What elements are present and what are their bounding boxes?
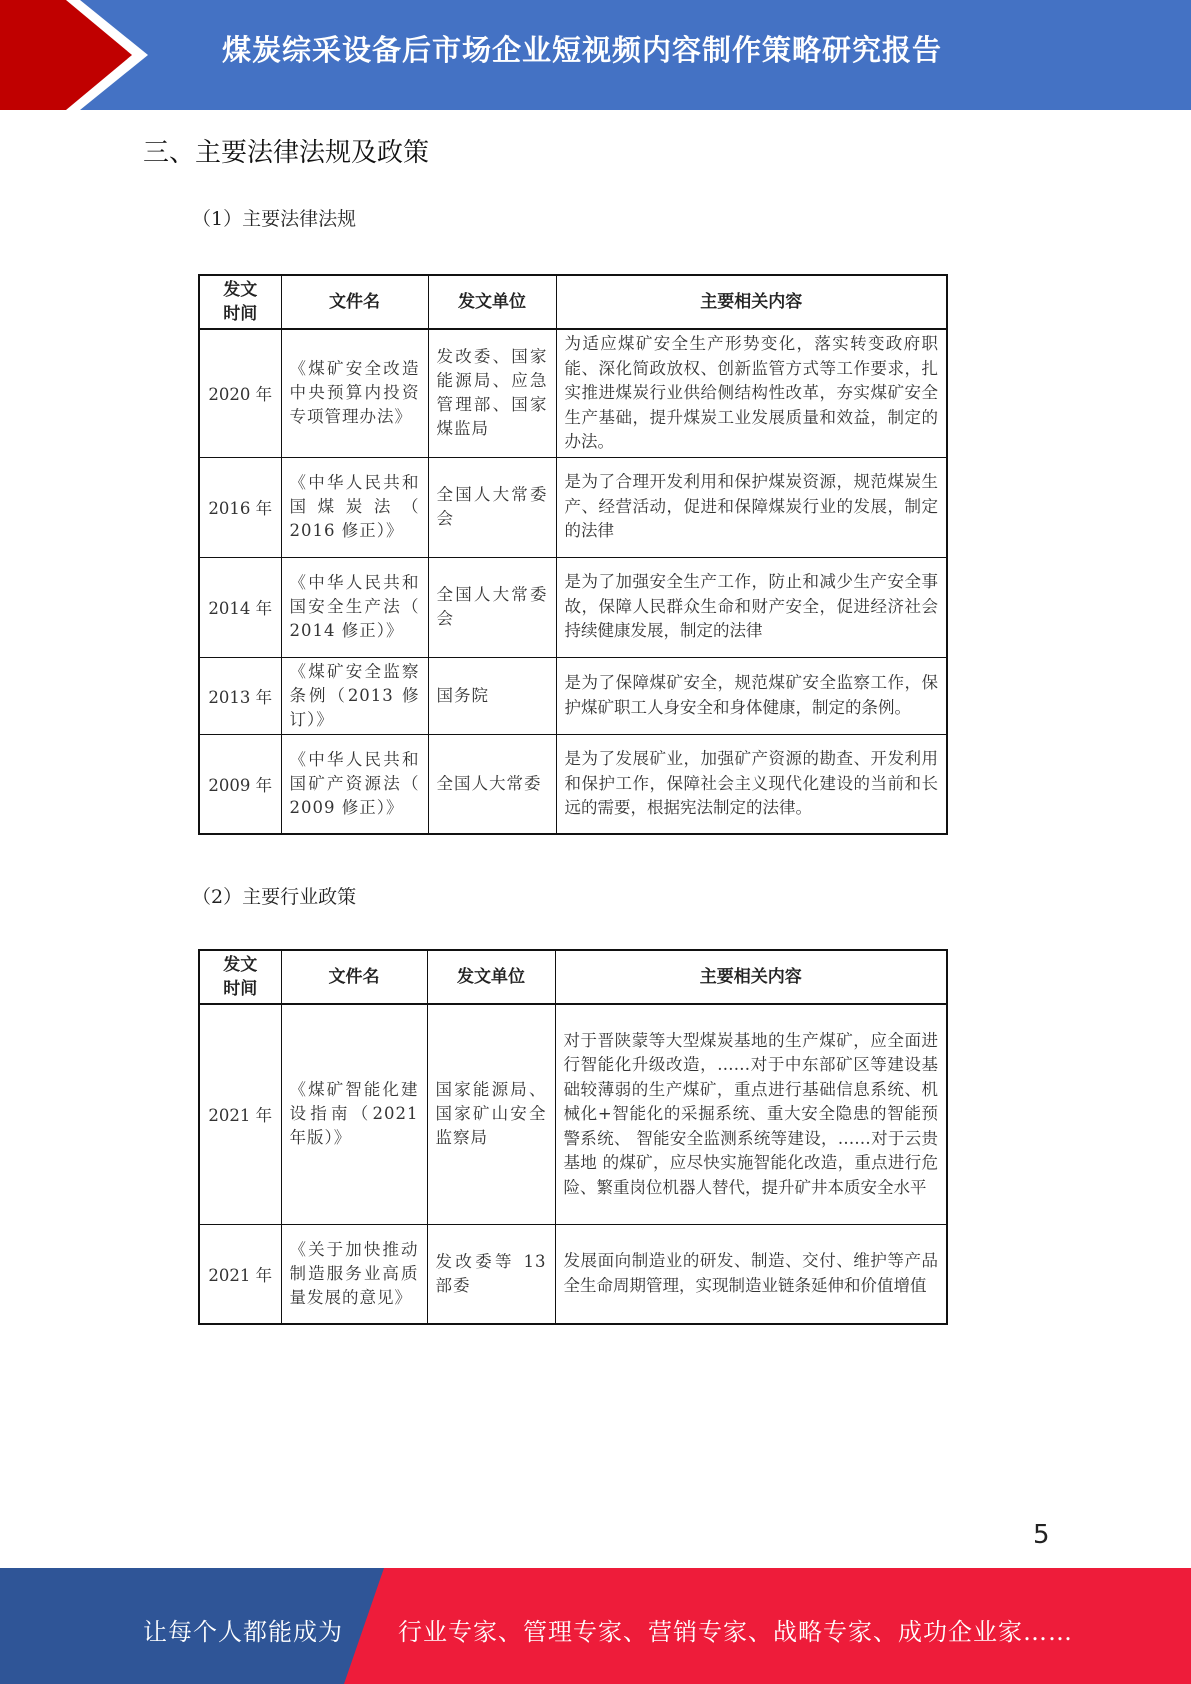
page-number: 5 bbox=[1033, 1520, 1050, 1550]
row-content: 为适应煤矿安全生产形势变化，落实转变政府职能、深化简政放权、创新监管方式等工作要求，扎实推进煤炭行业供给侧结构性改革，夯实煤矿安全生产基础，提升煤炭工业发展质量和效益，制定的办法。 bbox=[556, 329, 947, 457]
row-doc-name: 《中华人民共和国矿产资源法（ 2009 修正）》 bbox=[281, 734, 428, 834]
header-arrow-decoration bbox=[0, 0, 160, 110]
row-content: 是为了加强安全生产工作，防止和减少生产安全事故，保障人民群众生命和财产安全，促进经济社会持续健康发展，制定的法律 bbox=[556, 557, 947, 657]
row-content: 是为了合理开发利用和保护煤炭资源，规范煤炭生产、经营活动，促进和保障煤炭行业的发展，制定的法律 bbox=[556, 457, 947, 557]
row-issuer: 国务院 bbox=[428, 657, 556, 734]
section-title: 三、主要法律法规及政策 bbox=[143, 138, 430, 168]
row-content: 发展面向制造业的研发、制造、交付、维护等产品全生命周期管理，实现制造业链条延伸和价值增值 bbox=[555, 1224, 947, 1324]
laws-subtitle: （1）主要法律法规 bbox=[192, 208, 357, 230]
row-content: 是为了保障煤矿安全，规范煤矿安全监察工作，保护煤矿职工人身安全和身体健康，制定的条例。 bbox=[556, 657, 947, 734]
footer-slogan-right: 行业专家、管理专家、营销专家、战略专家、成功企业家…… bbox=[398, 1618, 1073, 1646]
header-name: 文件名 bbox=[281, 275, 428, 329]
policies-table bbox=[198, 949, 948, 1325]
header-unit: 发文单位 bbox=[427, 950, 555, 1004]
table-row bbox=[199, 557, 947, 657]
header-name: 文件名 bbox=[281, 950, 427, 1004]
policies-header-row bbox=[199, 950, 947, 1004]
table-row bbox=[199, 657, 947, 734]
table-row bbox=[199, 1004, 947, 1224]
footer-slogan-left: 让每个人都能成为 bbox=[143, 1618, 343, 1646]
header-unit: 发文单位 bbox=[428, 275, 556, 329]
policies-subtitle: （2）主要行业政策 bbox=[192, 886, 357, 908]
row-date: 2021 年 bbox=[199, 1224, 281, 1324]
table-row bbox=[199, 457, 947, 557]
row-doc-name: 《中华人民共和国煤炭法（ 2016 修正）》 bbox=[281, 457, 428, 557]
row-issuer: 全国人大常委会 bbox=[428, 557, 556, 657]
header-content: 主要相关内容 bbox=[556, 275, 947, 329]
row-date: 2013 年 bbox=[199, 657, 281, 734]
row-doc-name: 《关于加快推动制造服务业高质量发展的意见》 bbox=[281, 1224, 427, 1324]
header-content: 主要相关内容 bbox=[555, 950, 947, 1004]
header-date: 发文 时间 bbox=[199, 275, 281, 329]
table-row bbox=[199, 1224, 947, 1324]
laws-table bbox=[198, 274, 948, 835]
row-doc-name: 《煤矿安全改造中央预算内投资专项管理办法》 bbox=[281, 329, 428, 457]
row-issuer: 全国人大常委会 bbox=[428, 457, 556, 557]
row-date: 2014 年 bbox=[199, 557, 281, 657]
page-header bbox=[0, 0, 1191, 110]
row-issuer: 发改委等 13 部委 bbox=[427, 1224, 555, 1324]
table-row bbox=[199, 734, 947, 834]
row-date: 2009 年 bbox=[199, 734, 281, 834]
row-date: 2016 年 bbox=[199, 457, 281, 557]
row-issuer: 国家能源局、国家矿山安全监察局 bbox=[427, 1004, 555, 1224]
row-doc-name: 《煤矿智能化建设指南（2021 年版）》 bbox=[281, 1004, 427, 1224]
row-content: 对于晋陕蒙等大型煤炭基地的生产煤矿，应全面进行智能化升级改造，……对于中东部矿区等建设基础较薄弱的生产煤矿，重点进行基础信息系统、机械化+智能化的采掘系统、重大安全隐患的智能预警系统、 智能安全监测系统等建设，……对于云贵基地 的煤矿，应尽快实施智能化改造，重点进行危险、繁重岗位机器人替代，提升矿井本质安全水平 bbox=[555, 1004, 947, 1224]
row-content: 是为了发展矿业，加强矿产资源的勘查、开发利用和保护工作，保障社会主义现代化建设的当前和长远的需要，根据宪法制定的法律。 bbox=[556, 734, 947, 834]
laws-header-row bbox=[199, 275, 947, 329]
row-doc-name: 《煤矿安全监察条例（2013 修订）》 bbox=[281, 657, 428, 734]
header-date: 发文 时间 bbox=[199, 950, 281, 1004]
table-row bbox=[199, 329, 947, 457]
row-issuer: 发改委、国家能源局、应急管理部、国家煤监局 bbox=[428, 329, 556, 457]
row-date: 2020 年 bbox=[199, 329, 281, 457]
row-doc-name: 《中华人民共和国安全生产法（ 2014 修正）》 bbox=[281, 557, 428, 657]
report-title: 煤炭综采设备后市场企业短视频内容制作策略研究报告 bbox=[222, 33, 943, 67]
row-issuer: 全国人大常委 bbox=[428, 734, 556, 834]
row-date: 2021 年 bbox=[199, 1004, 281, 1224]
page-footer bbox=[0, 1568, 1191, 1684]
